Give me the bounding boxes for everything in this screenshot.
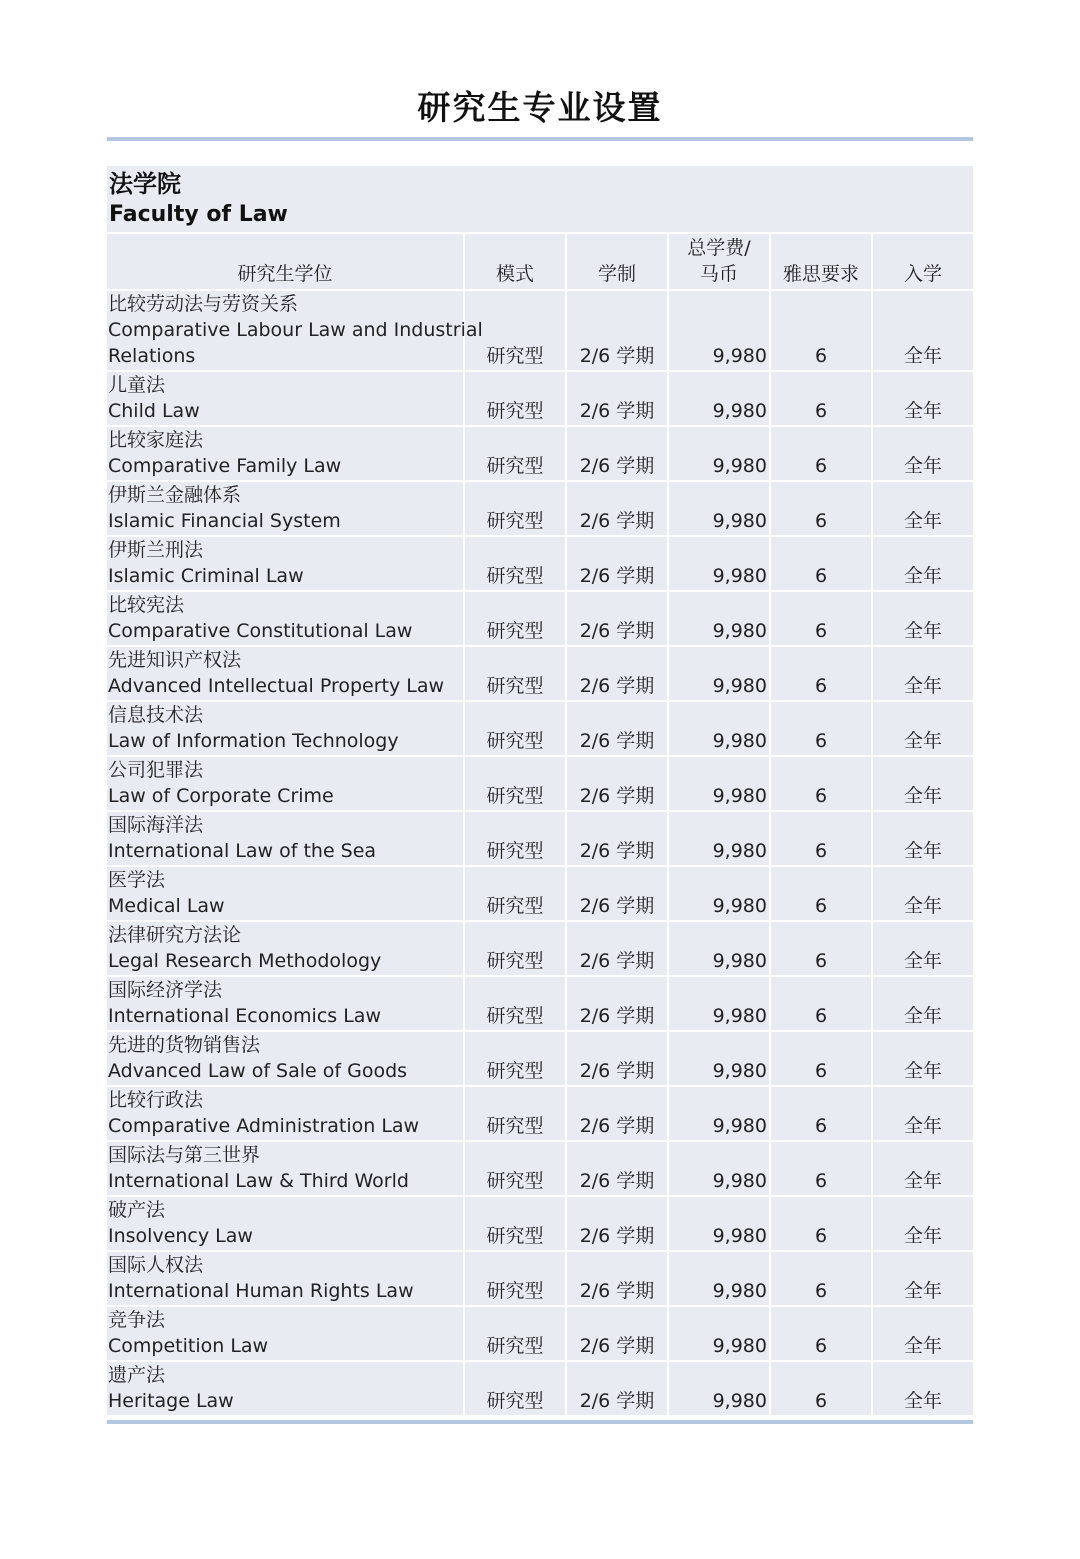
intake-cell: 全年 (872, 976, 973, 1031)
fee-cell: 9,980 (668, 1361, 770, 1416)
table-row (107, 536, 973, 591)
program-name-en: Insolvency Law (108, 1225, 253, 1247)
fee-cell: 9,980 (668, 756, 770, 811)
mode-cell: 研究型 (464, 290, 566, 371)
program-name-en: Comparative Constitutional Law (108, 620, 413, 642)
mode-cell: 研究型 (464, 756, 566, 811)
mode-cell: 研究型 (464, 976, 566, 1031)
duration-cell: 2/6 学期 (566, 1086, 668, 1141)
intake-cell: 全年 (872, 1361, 973, 1416)
program-table (107, 234, 973, 1417)
program-name-zh: 伊斯兰金融体系 (108, 484, 242, 506)
duration-cell: 2/6 学期 (566, 1361, 668, 1416)
mode-cell: 研究型 (464, 1196, 566, 1251)
program-name-en: Legal Research Methodology (108, 950, 382, 972)
ielts-cell: 6 (770, 701, 872, 756)
table-row (107, 646, 973, 701)
header-intake: 入学 (872, 234, 973, 290)
fee-cell: 9,980 (668, 426, 770, 481)
program-name-cell (107, 1196, 464, 1251)
duration-cell: 2/6 学期 (566, 1031, 668, 1086)
intake-cell: 全年 (872, 290, 973, 371)
program-name-cell (107, 866, 464, 921)
duration-cell: 2/6 学期 (566, 866, 668, 921)
program-name-zh: 公司犯罪法 (108, 759, 204, 781)
top-divider (107, 137, 973, 141)
bottom-divider (107, 1420, 973, 1424)
fee-cell: 9,980 (668, 591, 770, 646)
program-name-en: Islamic Criminal Law (108, 565, 304, 587)
ielts-cell: 6 (770, 481, 872, 536)
ielts-cell: 6 (770, 1086, 872, 1141)
program-name-zh: 医学法 (108, 869, 166, 891)
program-name-en: Comparative Family Law (108, 455, 342, 477)
program-name-zh: 信息技术法 (108, 704, 204, 726)
program-name-cell (107, 1251, 464, 1306)
program-name-cell (107, 1141, 464, 1196)
mode-cell: 研究型 (464, 481, 566, 536)
duration-cell: 2/6 学期 (566, 371, 668, 426)
intake-cell: 全年 (872, 426, 973, 481)
program-name-en: Law of Information Technology (108, 730, 399, 752)
ielts-cell: 6 (770, 290, 872, 371)
duration-cell: 2/6 学期 (566, 426, 668, 481)
program-name-zh: 国际法与第三世界 (108, 1144, 261, 1166)
fee-cell: 9,980 (668, 811, 770, 866)
duration-cell: 2/6 学期 (566, 1251, 668, 1306)
ielts-cell: 6 (770, 811, 872, 866)
duration-cell: 2/6 学期 (566, 1141, 668, 1196)
ielts-cell: 6 (770, 1141, 872, 1196)
program-name-zh: 比较劳动法与劳资关系 (108, 293, 299, 315)
header-fee-line1: 总学费/ (687, 237, 751, 259)
header-mode: 模式 (464, 234, 566, 290)
ielts-cell: 6 (770, 426, 872, 481)
ielts-cell: 6 (770, 921, 872, 976)
mode-cell: 研究型 (464, 1031, 566, 1086)
program-name-en: Advanced Intellectual Property Law (108, 675, 445, 697)
program-name-cell (107, 646, 464, 701)
mode-cell: 研究型 (464, 591, 566, 646)
mode-cell: 研究型 (464, 536, 566, 591)
program-name-en: Heritage Law (108, 1390, 234, 1412)
ielts-cell: 6 (770, 646, 872, 701)
fee-cell: 9,980 (668, 1086, 770, 1141)
header-duration: 学制 (566, 234, 668, 290)
program-name-zh: 比较宪法 (108, 594, 185, 616)
ielts-cell: 6 (770, 371, 872, 426)
program-name-cell (107, 1031, 464, 1086)
program-name-en: International Law & Third World (108, 1170, 409, 1192)
program-name-zh: 伊斯兰刑法 (108, 539, 204, 561)
mode-cell: 研究型 (464, 701, 566, 756)
program-name-cell (107, 481, 464, 536)
table-row (107, 1031, 973, 1086)
header-fee (668, 234, 770, 290)
intake-cell: 全年 (872, 591, 973, 646)
table-row (107, 481, 973, 536)
program-name-zh: 儿童法 (108, 374, 166, 396)
table-row (107, 1306, 973, 1361)
intake-cell: 全年 (872, 866, 973, 921)
fee-cell: 9,980 (668, 1306, 770, 1361)
program-name-en: Law of Corporate Crime (108, 785, 334, 807)
ielts-cell: 6 (770, 976, 872, 1031)
intake-cell: 全年 (872, 371, 973, 426)
fee-cell: 9,980 (668, 1251, 770, 1306)
header-fee-line2: 马币 (699, 263, 738, 285)
program-name-cell (107, 811, 464, 866)
table-row (107, 921, 973, 976)
fee-cell: 9,980 (668, 921, 770, 976)
program-name-cell (107, 591, 464, 646)
ielts-cell: 6 (770, 1251, 872, 1306)
intake-cell: 全年 (872, 646, 973, 701)
fee-cell: 9,980 (668, 701, 770, 756)
program-name-zh: 国际经济学法 (108, 979, 223, 1001)
fee-cell: 9,980 (668, 481, 770, 536)
intake-cell: 全年 (872, 1086, 973, 1141)
program-name-cell (107, 1086, 464, 1141)
program-name-zh: 破产法 (108, 1199, 166, 1221)
duration-cell: 2/6 学期 (566, 811, 668, 866)
mode-cell: 研究型 (464, 811, 566, 866)
mode-cell: 研究型 (464, 1361, 566, 1416)
table-row (107, 1361, 973, 1416)
table-row (107, 371, 973, 426)
ielts-cell: 6 (770, 536, 872, 591)
fee-cell: 9,980 (668, 646, 770, 701)
mode-cell: 研究型 (464, 921, 566, 976)
page-title: 研究生专业设置 (417, 88, 663, 127)
mode-cell: 研究型 (464, 371, 566, 426)
duration-cell: 2/6 学期 (566, 1196, 668, 1251)
program-name-en: Competition Law (108, 1335, 269, 1357)
intake-cell: 全年 (872, 481, 973, 536)
fee-cell: 9,980 (668, 866, 770, 921)
mode-cell: 研究型 (464, 1141, 566, 1196)
program-name-zh: 先进的货物销售法 (108, 1034, 261, 1056)
program-name-zh: 法律研究方法论 (108, 924, 242, 946)
header-ielts: 雅思要求 (770, 234, 872, 290)
program-sheet (107, 166, 973, 1417)
program-name-cell (107, 426, 464, 481)
program-name-en: Comparative Labour Law and Industrial (108, 319, 483, 341)
duration-cell: 2/6 学期 (566, 536, 668, 591)
program-name-cell (107, 290, 483, 371)
intake-cell: 全年 (872, 536, 973, 591)
mode-cell: 研究型 (464, 1251, 566, 1306)
fee-cell: 9,980 (668, 1196, 770, 1251)
program-name-en: Child Law (108, 400, 200, 422)
table-row (107, 811, 973, 866)
program-name-cell (107, 1361, 464, 1416)
mode-cell: 研究型 (464, 1306, 566, 1361)
duration-cell: 2/6 学期 (566, 646, 668, 701)
program-name-cell (107, 371, 464, 426)
program-name-zh: 国际海洋法 (108, 814, 204, 836)
faculty-header (107, 166, 973, 234)
ielts-cell: 6 (770, 1306, 872, 1361)
program-name-cell (107, 976, 464, 1031)
program-name-zh: 比较行政法 (108, 1089, 204, 1111)
duration-cell: 2/6 学期 (566, 591, 668, 646)
table-row (107, 866, 973, 921)
duration-cell: 2/6 学期 (566, 701, 668, 756)
table-row (107, 290, 973, 371)
table-row (107, 1141, 973, 1196)
fee-cell: 9,980 (668, 290, 770, 371)
program-name-zh: 比较家庭法 (108, 429, 204, 451)
table-row (107, 426, 973, 481)
table-row (107, 1086, 973, 1141)
intake-cell: 全年 (872, 811, 973, 866)
duration-cell: 2/6 学期 (566, 921, 668, 976)
program-name-zh: 先进知识产权法 (108, 649, 242, 671)
fee-cell: 9,980 (668, 976, 770, 1031)
fee-cell: 9,980 (668, 1141, 770, 1196)
table-row (107, 1251, 973, 1306)
intake-cell: 全年 (872, 1306, 973, 1361)
program-name-en: Islamic Financial System (108, 510, 341, 532)
fee-cell: 9,980 (668, 1031, 770, 1086)
program-name-en: International Economics Law (108, 1005, 381, 1027)
program-name-zh: 竞争法 (108, 1309, 166, 1331)
intake-cell: 全年 (872, 921, 973, 976)
intake-cell: 全年 (872, 1141, 973, 1196)
mode-cell: 研究型 (464, 426, 566, 481)
duration-cell: 2/6 学期 (566, 481, 668, 536)
program-name-en: International Law of the Sea (108, 840, 377, 862)
program-name-en-cont: Relations (108, 345, 196, 367)
fee-cell: 9,980 (668, 536, 770, 591)
faculty-name-en: Faculty of Law (109, 202, 288, 227)
intake-cell: 全年 (872, 701, 973, 756)
intake-cell: 全年 (872, 756, 973, 811)
program-name-cell (107, 536, 464, 591)
ielts-cell: 6 (770, 1361, 872, 1416)
program-name-cell (107, 756, 464, 811)
duration-cell: 2/6 学期 (566, 756, 668, 811)
faculty-name-zh: 法学院 (109, 170, 181, 198)
program-rows (107, 290, 973, 1416)
ielts-cell: 6 (770, 1196, 872, 1251)
program-name-en: Advanced Law of Sale of Goods (108, 1060, 408, 1082)
program-name-cell (107, 701, 464, 756)
table-row (107, 591, 973, 646)
duration-cell: 2/6 学期 (566, 290, 668, 371)
program-name-en: Comparative Administration Law (108, 1115, 420, 1137)
program-name-en: Medical Law (108, 895, 225, 917)
program-name-zh: 遗产法 (108, 1364, 166, 1386)
table-row (107, 976, 973, 1031)
intake-cell: 全年 (872, 1251, 973, 1306)
ielts-cell: 6 (770, 1031, 872, 1086)
table-header-row (107, 234, 973, 290)
ielts-cell: 6 (770, 591, 872, 646)
program-name-cell (107, 921, 464, 976)
intake-cell: 全年 (872, 1031, 973, 1086)
mode-cell: 研究型 (464, 1086, 566, 1141)
header-degree: 研究生学位 (107, 234, 464, 290)
mode-cell: 研究型 (464, 646, 566, 701)
table-row (107, 756, 973, 811)
program-name-cell (107, 1306, 464, 1361)
fee-cell: 9,980 (668, 371, 770, 426)
program-name-en: International Human Rights Law (108, 1280, 414, 1302)
mode-cell: 研究型 (464, 866, 566, 921)
ielts-cell: 6 (770, 756, 872, 811)
program-name-zh: 国际人权法 (108, 1254, 204, 1276)
intake-cell: 全年 (872, 1196, 973, 1251)
table-row (107, 1196, 973, 1251)
duration-cell: 2/6 学期 (566, 976, 668, 1031)
ielts-cell: 6 (770, 866, 872, 921)
duration-cell: 2/6 学期 (566, 1306, 668, 1361)
table-row (107, 701, 973, 756)
